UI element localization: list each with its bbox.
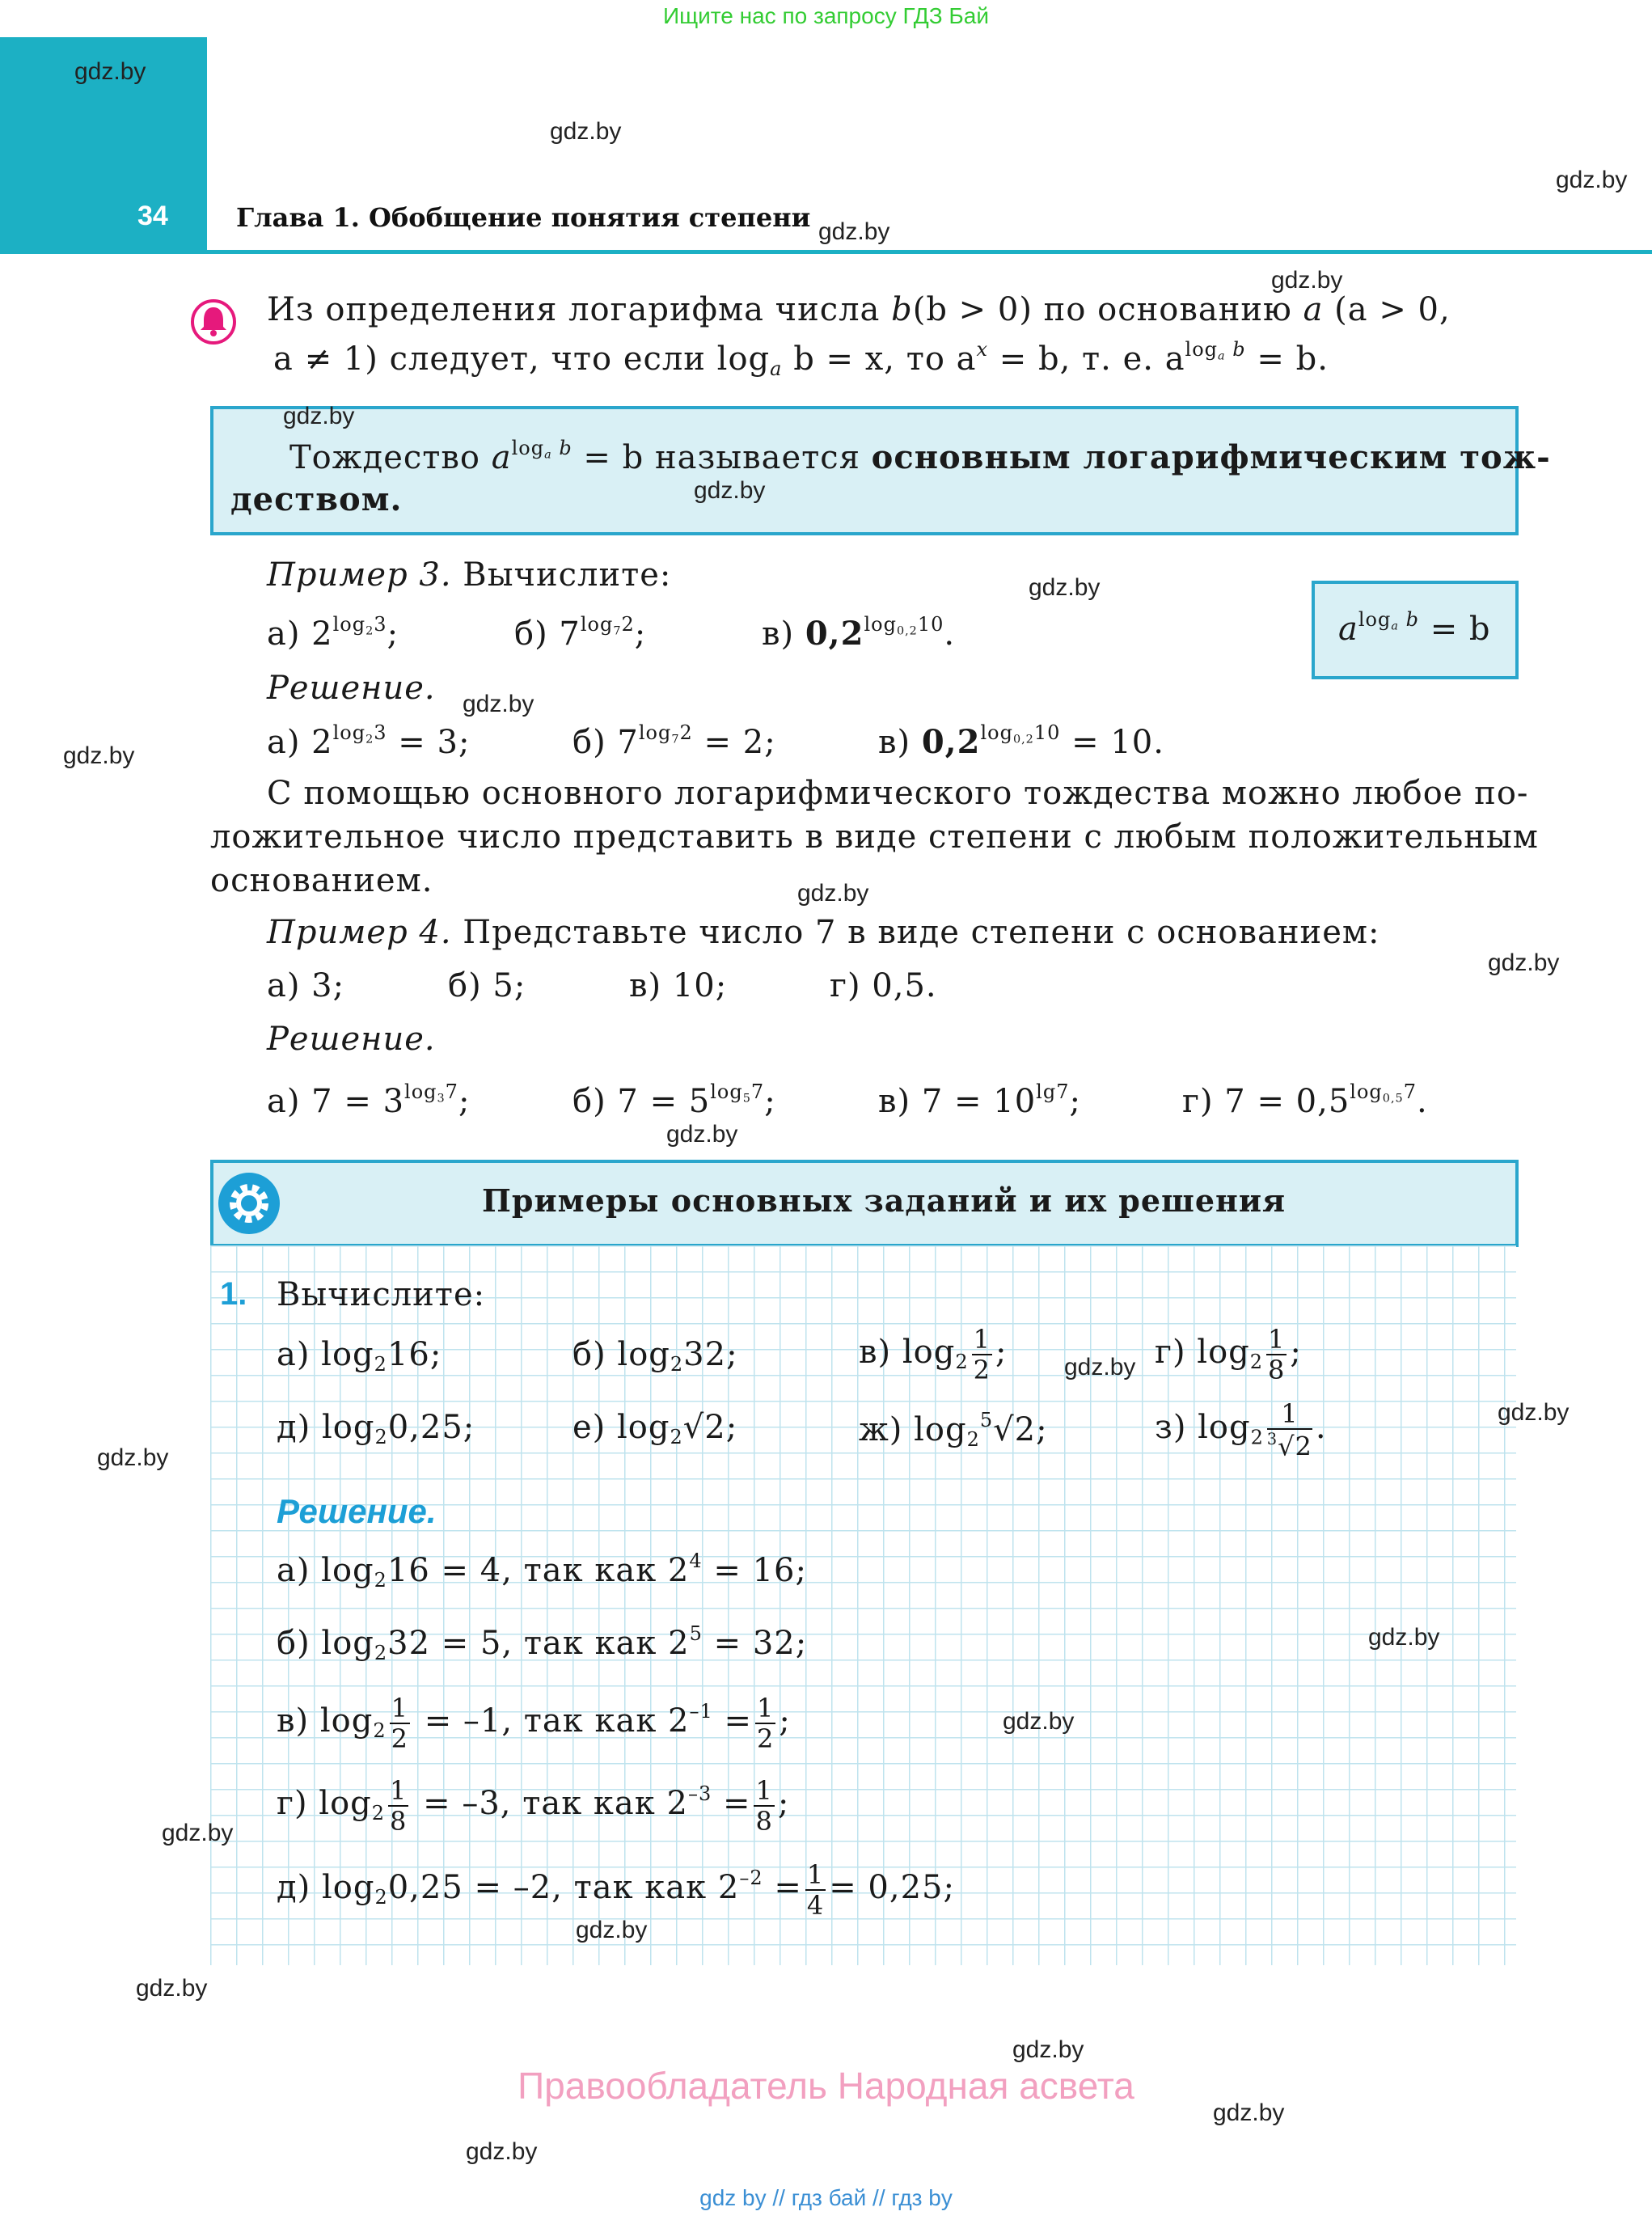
watermark: gdz.by — [550, 118, 622, 145]
watermark: gdz.by — [818, 218, 890, 245]
example3-solution-c: в) $0,2^{log_{0,2}10} = 10$. — [878, 721, 1164, 761]
example4-solution-label: Решение. — [267, 1021, 436, 1058]
example4-option-b: б) 5; — [448, 967, 526, 1004]
example3-task-b: б) $7^{log_72}$; — [514, 613, 647, 653]
example4-option-a: а) 3; — [267, 967, 345, 1004]
watermark: gdz.by — [1498, 1399, 1570, 1426]
watermark: gdz.by — [797, 880, 869, 907]
solution-a: а) $\log_216 = 4$, так как $2^4 = 16$; — [277, 1550, 807, 1592]
watermark: gdz.by — [63, 742, 135, 769]
example4-solution-c: в) $7 = 10^{lg7}$; — [878, 1080, 1081, 1120]
task-title: Вычислите: — [277, 1276, 486, 1313]
watermark: gdz.by — [1213, 2099, 1285, 2126]
gear-icon — [217, 1171, 281, 1236]
task-number: 1. — [220, 1276, 247, 1312]
footer-links[interactable]: gdz by // гдз бай // гдз by — [699, 2185, 953, 2210]
solution-c: в) $\log_2$ $\frac{1}{2}$ = –1, так как $2^{-1}$ = $\frac{1}{2}$ ; — [277, 1693, 791, 1754]
paragraph-line-3: основанием. — [210, 862, 433, 899]
watermark: gdz.by — [463, 691, 534, 717]
example3-solution-b: б) $7^{log_72} = 2$; — [572, 721, 776, 761]
rights-notice: Правообладатель Народная асвета — [518, 2065, 1134, 2107]
watermark: gdz.by — [1029, 574, 1101, 601]
watermark: gdz.by — [1556, 167, 1628, 193]
solution-heading: Решение. — [277, 1492, 437, 1530]
solution-e: д) $\log_20,25 = -2$, так как $2^{-2}$ = $\frac{1}{4}$ = 0,25; — [277, 1859, 955, 1921]
paragraph-line-1: С помощью основного логарифмического тождества можно любое по- — [267, 775, 1529, 812]
chapter-title: Глава 1. Обобщение понятия степени — [236, 202, 811, 233]
section-header-title: Примеры основных заданий и их решения — [482, 1182, 1287, 1219]
watermark: gdz.by — [136, 1975, 208, 2002]
example4-option-d: г) 0,5. — [830, 967, 937, 1004]
example4-title: Пример 4. Представьте число 7 в виде степени с основанием: — [267, 914, 1380, 951]
bell-icon — [190, 293, 237, 351]
header-rule — [207, 250, 1652, 254]
solution-b: б) $\log_232 = 5$, так как $2^5 = 32$; — [277, 1622, 808, 1664]
example3-solution-label: Решение. — [267, 670, 436, 707]
watermark: gdz.by — [1488, 949, 1560, 976]
task-item-c: в) $\log_2$ $\frac{1}{2}$ ; — [859, 1324, 1008, 1385]
task-item-g: ж) $\log_2^5√2$; — [859, 1409, 1048, 1451]
watermark: gdz.by — [74, 58, 146, 85]
paragraph-line-2: ложительное число представить в виде степени с любым положительным — [210, 818, 1539, 856]
solution-d: г) $\log_2$ $\frac{1}{8}$ = –3, так как $2^{-3}$ = $\frac{1}{8}$ ; — [277, 1775, 790, 1837]
page-number: 34 — [137, 201, 168, 231]
task-item-e: д) $\log_20,25$; — [277, 1409, 475, 1449]
example3-task-c: в) $0,2^{log_{0,2}10}$. — [762, 613, 956, 653]
task-item-a: а) $\log_216$; — [277, 1336, 442, 1376]
example4-option-c: в) 10; — [629, 967, 728, 1004]
task-item-b: б) $\log_232$; — [572, 1336, 738, 1376]
watermark: gdz.by — [283, 403, 355, 429]
watermark: gdz.by — [694, 477, 766, 504]
watermark: gdz.by — [576, 1917, 648, 1943]
intro-line-1: Из определения логарифма числа b(b > 0) по основанию a (a > 0, — [267, 291, 1451, 328]
watermark: gdz.by — [1064, 1354, 1136, 1380]
watermark: gdz.by — [97, 1444, 169, 1471]
watermark: gdz.by — [1271, 267, 1343, 294]
watermark: gdz.by — [1012, 2036, 1084, 2063]
watermark: gdz.by — [1003, 1708, 1075, 1735]
top-banner: Ищите нас по запросу ГДЗ Бай — [662, 3, 990, 28]
watermark: gdz.by — [1368, 1624, 1440, 1651]
task-item-f: е) $\log_2√2$; — [572, 1409, 738, 1449]
example3-solution-a: а) $2^{log_23} = 3$; — [267, 721, 471, 761]
watermark: gdz.by — [466, 2138, 538, 2165]
intro-line-2: a ≠ 1) следует, что если $\log_a b = x$, то $a^x = b$, т. е. $a^{log_a b} = b$. — [273, 338, 1329, 380]
definition-line-2: деством. — [230, 480, 403, 518]
example4-solution-a: а) $7 = 3^{log_37}$; — [267, 1080, 471, 1120]
example3-title: Пример 3. Вычислите: — [267, 556, 672, 594]
definition-line-1: Тождество $a^{log_a b} = b$ называется основным логарифмическим тож- — [289, 437, 1551, 476]
example4-solution-b: б) $7 = 5^{log_57}$; — [572, 1080, 776, 1120]
watermark: gdz.by — [666, 1121, 738, 1148]
example3-tasks: а) $2^{log_23}$; — [267, 613, 399, 653]
watermark: gdz.by — [162, 1820, 234, 1846]
example4-solution-d: г) $7 = 0,5^{log_{0,5}7}$. — [1182, 1080, 1428, 1120]
task-item-d: г) $\log_2$ $\frac{1}{8}$ ; — [1155, 1324, 1302, 1385]
side-formula: $a^{log_a b} = b$ — [1338, 608, 1491, 648]
task-item-h: з) $\log_2$ $\frac{1}{^3√2}$ . — [1155, 1398, 1327, 1462]
